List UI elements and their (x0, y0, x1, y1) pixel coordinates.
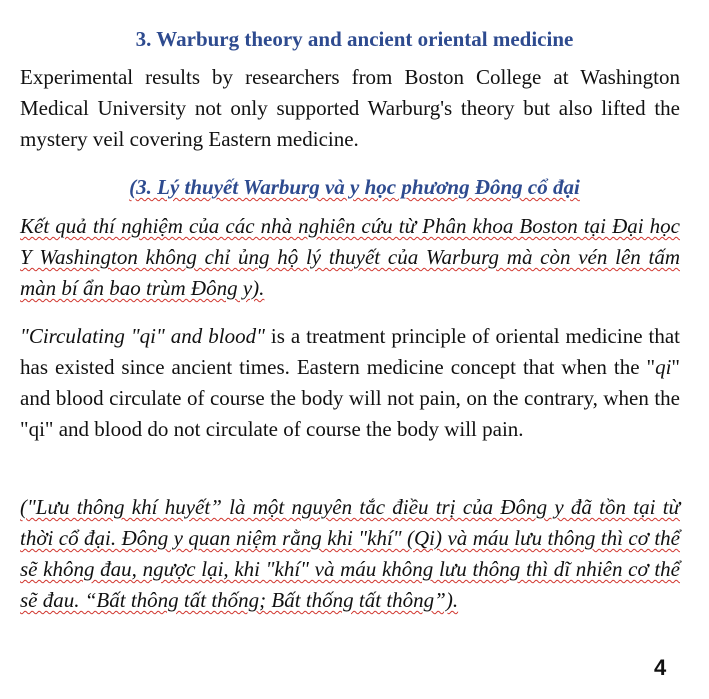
section-heading-english: 3. Warburg theory and ancient oriental medicine (135, 27, 574, 51)
paragraph-english-1: Experimental results by researchers from Boston College at Washington Medical University not only supported Warburg's theory but also lifted the mystery veil covering Eastern medicine. (20, 65, 680, 151)
paragraph-english-2-text-b: " and blood circulate of course the body will not pain, on the contrary, when the "qi" and blood do not circulate of course the body will pain. (20, 355, 680, 441)
paragraph-english-2-text-a: is a treatment principle of oriental medicine that has existed since ancient times. Eastern medicine concept that when the " (20, 324, 680, 379)
circulating-qi-phrase: "Circulating "qi" and blood" (20, 324, 265, 348)
paragraph-english-2 (20, 321, 680, 445)
section-heading-vietnamese: (3. Lý thuyết Warburg và y học phương Đông cổ đại (129, 175, 580, 199)
qi-italic-word: qi (655, 355, 672, 379)
paragraph-vietnamese-2: ("Lưu thông khí huyết” là một nguyên tắc điều trị của Đông y đã tồn tại từ thời cổ đại. Đông y quan niệm rằng khi "khí" (Qi) và máu lưu thông thì cơ thể sẽ không đau, ngược lại, khi "khí" và máu không lưu thông thì dĩ nhiên cơ thể sẽ đau. “Bất thông tất thống; Bất thống tất thông”). (20, 495, 680, 612)
paragraph-vietnamese-1: Kết quả thí nghiệm của các nhà nghiên cứu từ Phân khoa Boston tại Đại học Y Washington không chỉ ủng hộ lý thuyết của Warburg mà còn vén lên tấm màn bí ẩn bao trùm Đông y). (20, 214, 680, 300)
page-number: 4 (654, 655, 667, 680)
